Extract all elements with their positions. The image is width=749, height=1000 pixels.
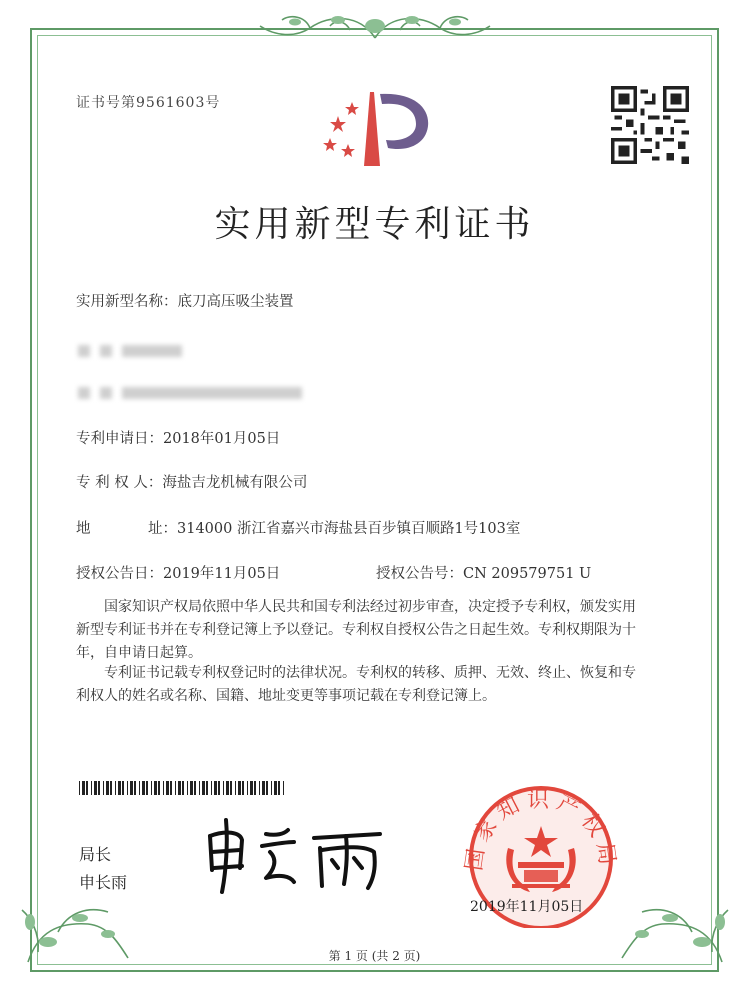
grant-date-value: 2019年11月05日	[163, 566, 281, 582]
address-value: 314000 浙江省嘉兴市海盐县百步镇百顺路1号103室	[177, 521, 521, 537]
page-number: 第 1 页 (共 2 页)	[328, 949, 421, 963]
top-ornament	[250, 8, 500, 52]
utility-model-name-label: 实用新型名称：	[76, 294, 178, 310]
seal-text: 国家知识产权局	[461, 788, 621, 873]
certificate-number: 证书号第9561603号	[76, 95, 221, 111]
grant-number-row	[376, 562, 591, 583]
grant-number-label: 授权公告号：	[376, 566, 463, 582]
barcode-icon	[79, 781, 285, 795]
qr-code-icon	[611, 86, 689, 164]
filing-date-value: 2018年01月05日	[163, 431, 281, 447]
patentee-row	[76, 471, 307, 492]
paragraph-line: 专利证书记载专利权登记时的法律状况。专利权的转移、质押、无效、终止、恢复和专	[104, 665, 636, 681]
address-row	[148, 517, 520, 538]
director-name: 申长雨	[79, 873, 128, 892]
redacted-patent-number-row	[78, 382, 312, 401]
director-signature-icon	[196, 812, 386, 896]
certificate-title: 实用新型专利证书	[214, 204, 535, 245]
filing-date-row	[76, 427, 280, 448]
utility-model-name-row	[76, 290, 294, 311]
patentee-label: 专 利 权 人：	[76, 475, 163, 491]
filing-date-label: 专利申请日：	[76, 431, 163, 447]
director-title: 局长	[79, 845, 112, 864]
address-label: 址：	[148, 521, 177, 537]
grant-date-row	[76, 562, 280, 583]
cnipa-emblem-icon	[318, 86, 438, 170]
utility-model-name-value: 底刀高压吸尘装置	[177, 294, 294, 310]
redacted-inventor-row	[78, 340, 192, 359]
paragraph-line: 年，自申请日起算。	[76, 645, 202, 661]
grant-number-value: CN 209579751 U	[463, 566, 592, 582]
paragraph-line: 利权人的姓名或名称、国籍、地址变更等事项记载在专利登记簿上。	[76, 688, 496, 704]
paragraph-line: 国家知识产权局依照中华人民共和国专利法经过初步审查，决定授予专利权，颁发实用	[104, 599, 636, 615]
address-label-left: 地	[76, 521, 91, 537]
patentee-value: 海盐吉龙机械有限公司	[162, 475, 308, 491]
grant-date-label: 授权公告日：	[76, 566, 163, 582]
paragraph-line: 新型专利证书并在专利登记簿上予以登记。专利权自授权公告之日起生效。专利权期限为十	[76, 622, 636, 638]
statement-paragraph-1	[76, 596, 680, 665]
seal-date: 2019年11月05日	[470, 899, 584, 915]
statement-paragraph-2	[76, 662, 680, 708]
